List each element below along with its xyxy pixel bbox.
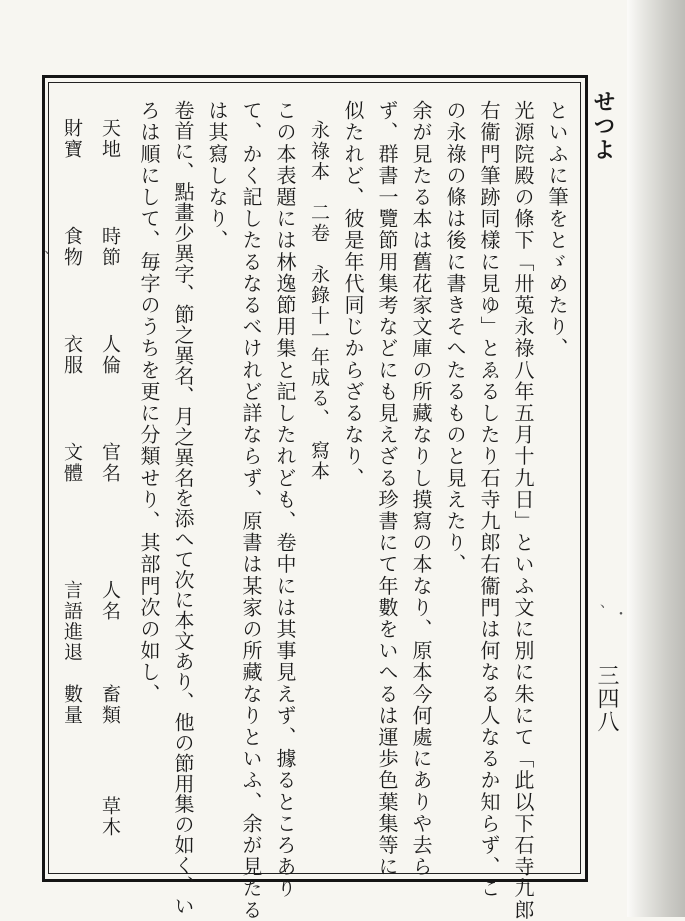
scan-speck: ・ xyxy=(614,607,628,623)
category-item: 言語進退 xyxy=(61,580,83,663)
category-item: 草木 xyxy=(99,796,121,838)
text-column-11: は其寫しなり、 xyxy=(205,100,229,252)
category-item: 畜類 xyxy=(99,684,121,726)
scan-speck: 、 xyxy=(600,595,614,611)
category-item: 時節 xyxy=(99,226,121,268)
text-column-3: 右衞門筆跡同樣に見ゆ」とゑるしたり石寺九郎右衞門は何なる人なるか知らず、こ xyxy=(477,100,501,900)
page-edge-shadow xyxy=(627,0,685,917)
text-column-1: といふに筆をとゞめたり、 xyxy=(545,100,569,360)
category-item: 文體 xyxy=(61,442,83,484)
running-header: せつよ xyxy=(590,90,616,162)
category-item: 食物 xyxy=(61,226,83,268)
category-item: 官名 xyxy=(99,442,121,484)
category-item: 數量 xyxy=(61,684,83,726)
text-column-2: 光源院殿の條下「卅莵永祿八年五月十九日」といふ文に別に朱にて「此以下石寺九郎 xyxy=(511,100,535,921)
scan-speck: 、 xyxy=(44,241,58,257)
text-column-12: 卷首に、點畫少異字、節之異名、月之異名を添へて次に本文あり、他の節用集の如く、い xyxy=(171,100,195,916)
category-item: 人名 xyxy=(99,580,121,622)
text-column-7: 似たれど、彼是年代同じからざるなり、 xyxy=(341,100,365,489)
text-column-9: この本表題には林逸節用集と記したれども、卷中には其事見えず、據るところあり xyxy=(273,100,297,900)
text-column-6: ず、群書一覽節用集考などにも見えざる珍書にて年數をいへるは運歩色葉集等に xyxy=(375,100,399,878)
category-item: 天地 xyxy=(99,118,121,160)
text-column-5: 余が見たる本は舊花家文庫の所藏なりし摸寫の本なり、原本今何處にありや去ら xyxy=(409,100,433,878)
text-column-13: ろは順にして、毎字のうちを更に分類せり、其部門次の如し、 xyxy=(137,100,161,705)
text-column-8-heading: 永祿本 二卷 永錄十一年成る、 寫本 xyxy=(308,120,330,482)
category-item: 衣服 xyxy=(61,334,83,376)
text-column-10: て、かく記したるなるべけれど詳ならず、原書は某家の所藏なりといふ、余が見たる xyxy=(239,100,263,921)
text-column-4: の永祿の條は後に書きそへたるものと見えたり、 xyxy=(443,100,467,576)
page-number: 三四八 xyxy=(594,664,619,733)
category-item: 人倫 xyxy=(99,334,121,376)
category-item: 財寶 xyxy=(61,118,83,160)
